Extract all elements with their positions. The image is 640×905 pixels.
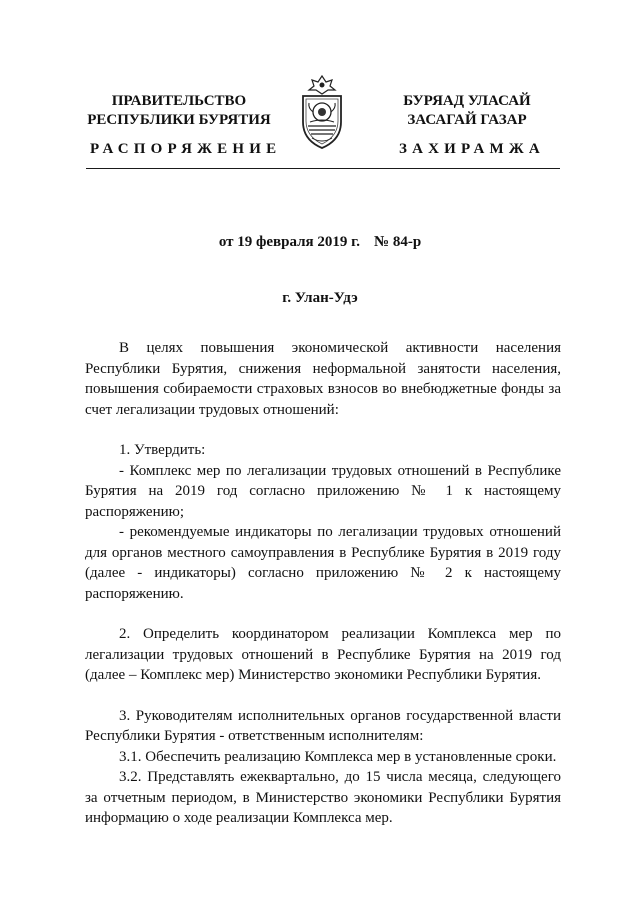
order-body [85,338,561,829]
order-date: от 19 февраля 2019 г. [218,234,360,250]
order-city: г. Улан-Удэ [282,290,358,306]
item-2-paragraph: 2. Определить координатором реализации Комплекса мер по легализации трудовых отношений в Республике Бурятия на 2019 год (далее – Комплекс мер) Министерство экономики Республики Бурятия. [85,626,561,683]
document-type-russian: РАСПОРЯЖЕНИЕ [90,141,282,157]
issuer-buryat [372,92,562,130]
header-divider [86,168,560,169]
document-type-buryat: ЗАХИРАМЖА [399,141,545,157]
issuer-buryat-line1: БУРЯАД УЛАСАЙ [403,93,531,109]
item-1-subitem-indicators: - рекомендуемые индикаторы по легализации трудовых отношений для органов местного самоуправления в Республике Бурятия в 2019 году (далее - индикаторы) согласно приложению № 2 к настоящему распоряжению. [85,524,561,602]
issuer-russian [84,92,274,130]
preamble-paragraph: В целях повышения экономической активности населения Республики Бурятия, снижения неформальной занятости населения, повышения собираемости страховых взносов во внебюджетные фонды за счет легализации трудовых отношений: [85,340,561,418]
issuer-russian-line2: РЕСПУБЛИКИ БУРЯТИЯ [87,112,271,128]
order-date-number [0,234,640,251]
item-3-paragraph: 3. Руководителям исполнительных органов государственной власти Республики Бурятия - ответственным исполнителям: [85,707,561,744]
item-3-1-paragraph: 3.1. Обеспечить реализацию Комплекса мер в установленные сроки. [119,748,557,765]
order-number: № 84-р [374,234,422,250]
item-3-2-paragraph: 3.2. Представлять ежеквартально, до 15 числа месяца, следующего за отчетным периодом, в Министерство экономики Республики Бурятия информацию о ходе реализации Комплекса мер. [85,769,561,826]
coat-of-arms-icon [297,74,347,150]
issuer-buryat-line2: ЗАСАГАЙ ГАЗАР [407,112,527,128]
item-1-subitem-measures: - Комплекс мер по легализации трудовых отношений в Республике Бурятия на 2019 год согласно приложению № 1 к настоящему распоряжению; [85,462,561,520]
issuer-russian-line1: ПРАВИТЕЛЬСТВО [111,93,247,109]
item-1-heading: 1. Утвердить: [119,442,206,458]
